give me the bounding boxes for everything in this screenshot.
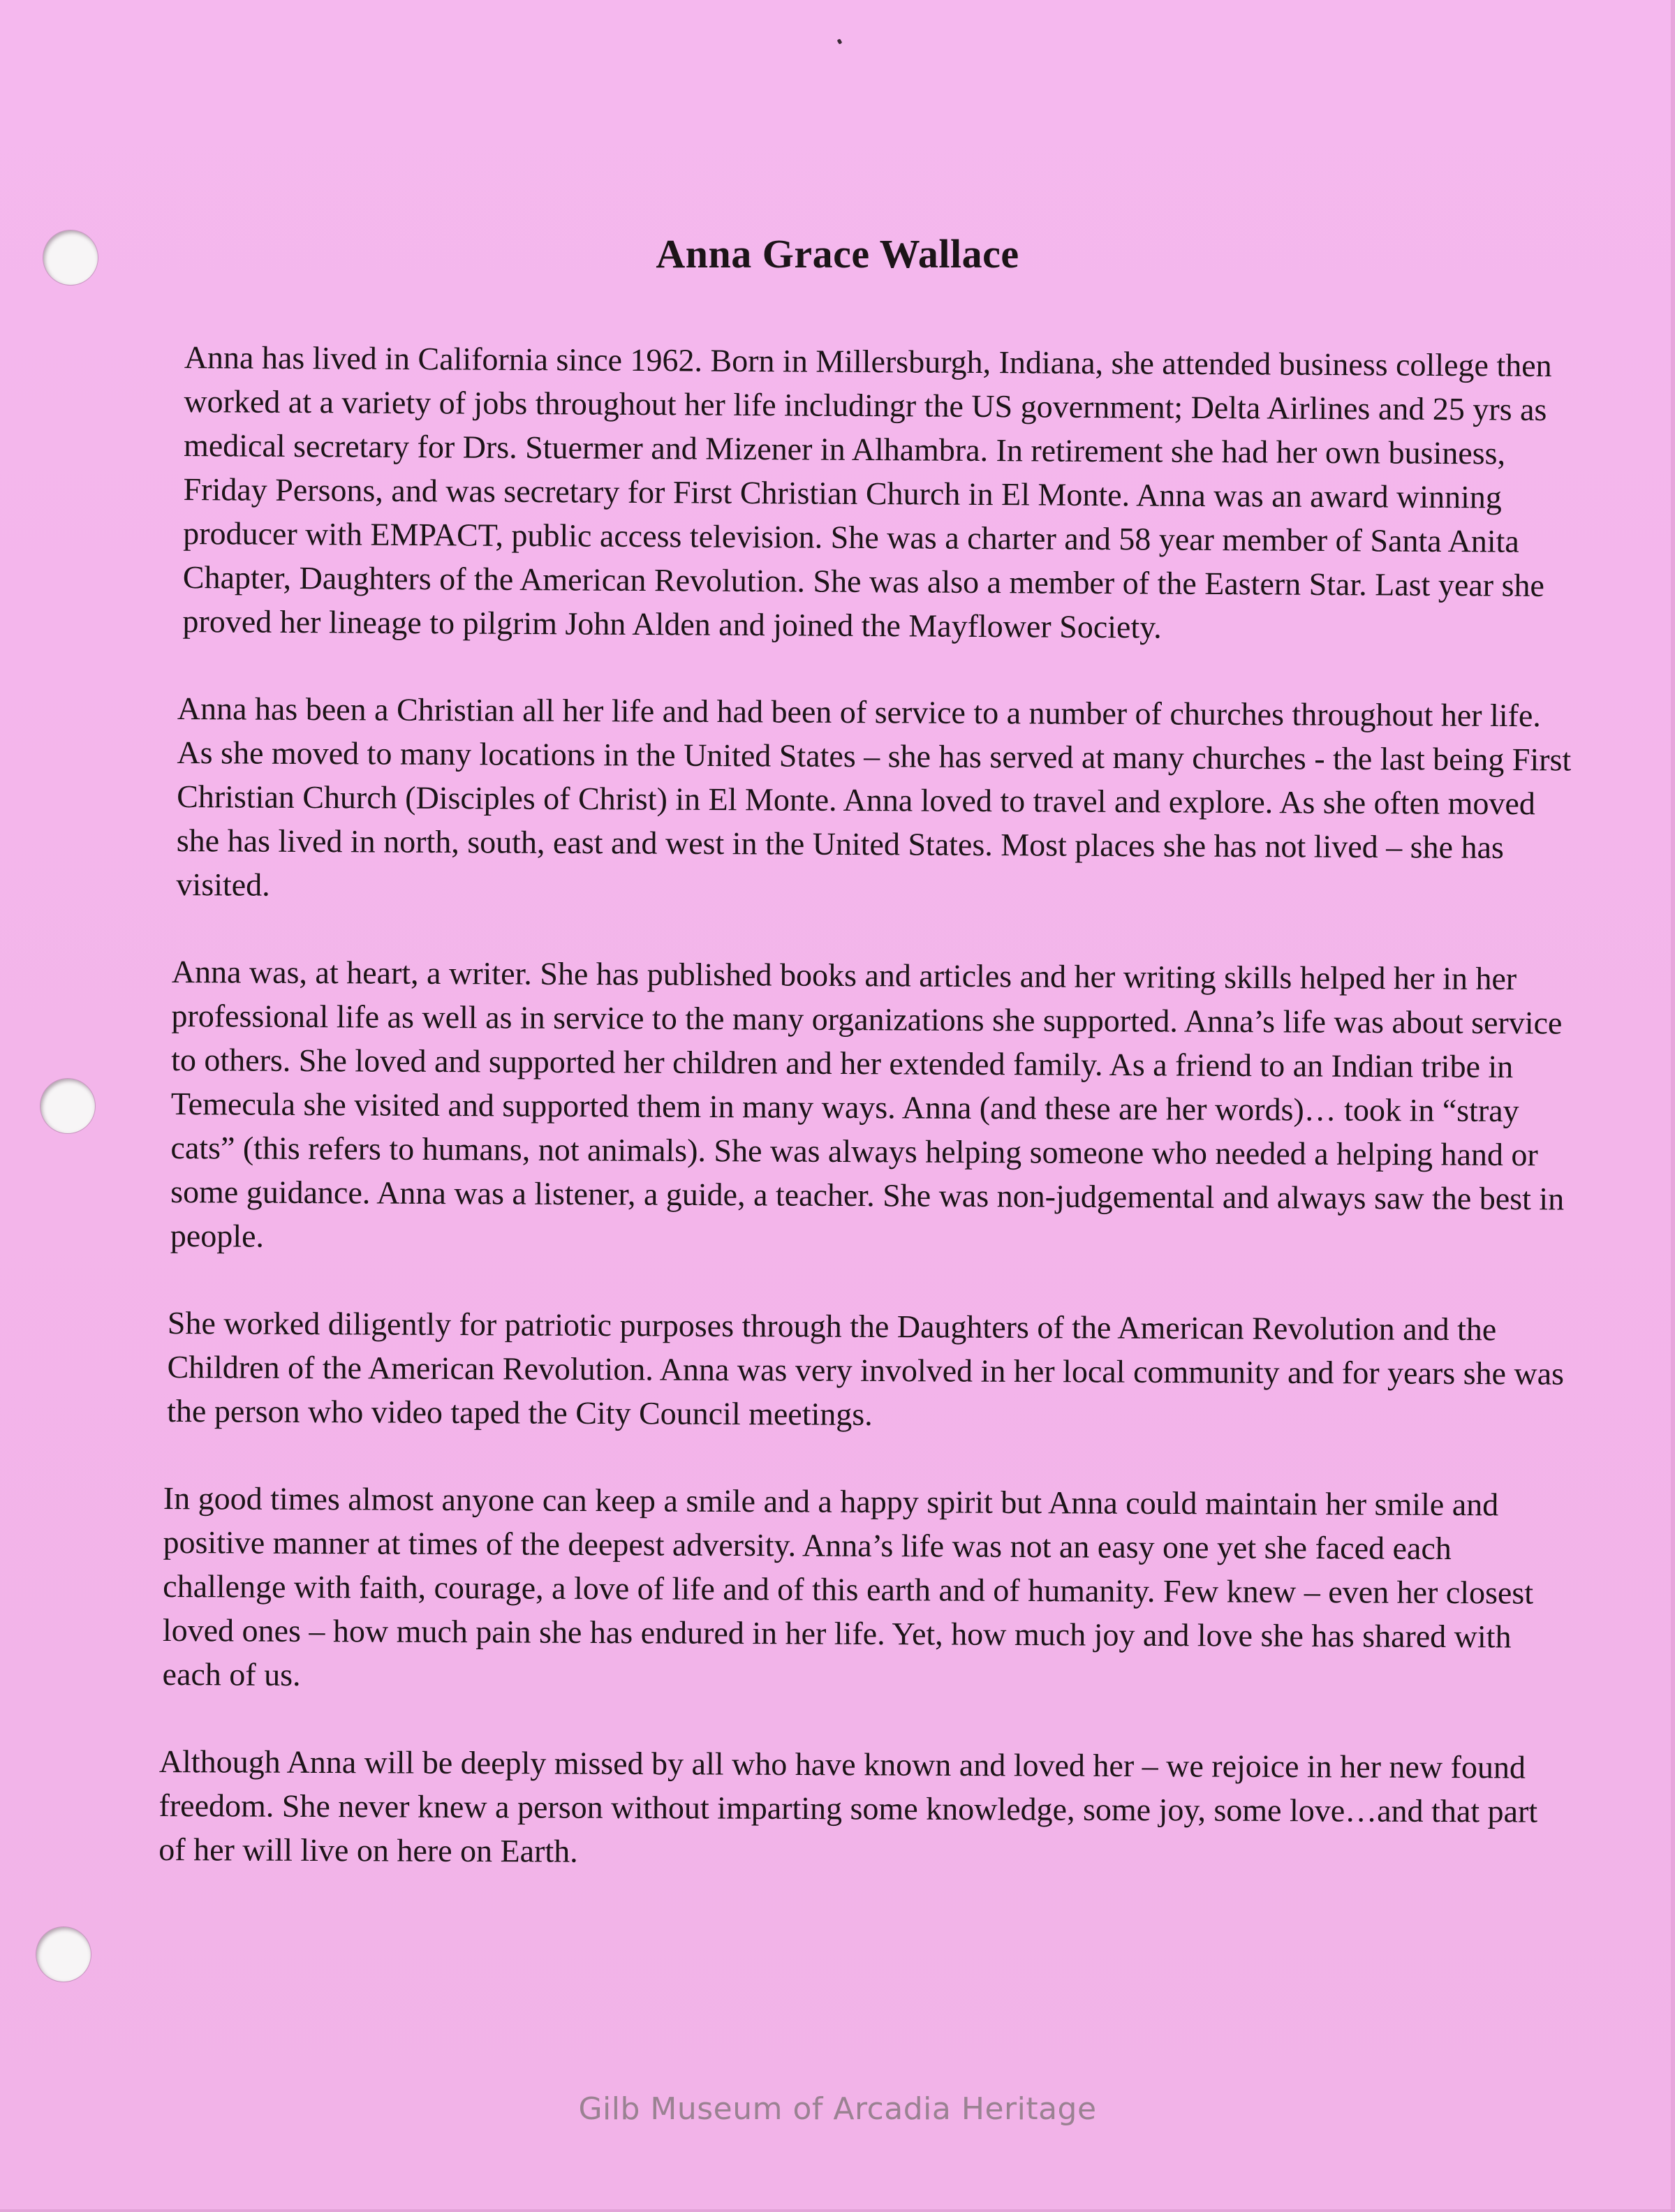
- paragraph-farewell: Although Anna will be deeply missed by all who have known and loved her – we rejoice in her new found freedom. She never knew a person without imparting some knowledge, some joy, some love…and that part of her will live on here on Earth.: [158, 1743, 1538, 1869]
- punch-hole-middle: [40, 1079, 95, 1133]
- paragraph-biography: Anna has lived in California since 1962. Born in Millersburgh, Indiana, she attended business college then worked at a variety of jobs throughout her life includingr the US government; Delta Airlines and 25 yrs as medical secretary for Drs. Stuermer and Mizener in Alhambra. In retirement she had her own business, Friday Persons, and was secretary for First Christian Church in El Monte. Anna was an award winning producer with EMPACT, public access television. She was a charter and 58 year member of Santa Anita Chapter, Daughters of the American Revolution. She was also a member of the Eastern Star. Last year she proved her lineage to pilgrim John Alden and joined the Mayflower Society.: [182, 339, 1552, 645]
- paragraph-adversity: In good times almost anyone can keep a smile and a happy spirit but Anna could maintain her smile and positive manner at times of the deepest adversity. Anna’s life was not an easy one yet she faced each challenge with faith, courage, a love of life and of this earth and of humanity. Few knew – even her closest loved ones – how much pain she has endured in her life. Yet, how much joy and love she has shared with each of us.: [162, 1480, 1534, 1693]
- paragraph-faith: Anna has been a Christian all her life and had been of service to a number of churches throughout her life. As she moved to many locations in the United States – she has served at many churches - the last being First Christian Church (Disciples of Christ) in El Monte. Anna loved to travel and explore. As she often moved she has lived in north, south, east and west in the United States. Most places she has not lived – she has visited.: [176, 690, 1572, 903]
- museum-watermark: Gilb Museum of Arcadia Heritage: [578, 2091, 1097, 2127]
- paper-edge-right: [1671, 0, 1675, 2212]
- paragraph-writer: Anna was, at heart, a writer. She has published books and articles and her writing skills helped her in her professional life as well as in service to the many organizations she supported. Anna’s life was about service to others. She loved and supported her children and her extended family. As a friend to an Indian tribe in Temecula she visited and supported them in many ways. Anna (and these are her words)… took in “stray cats” (this refers to humans, not animals). She was always helping someone who needed a helping hand or some guidance. Anna was a listener, a guide, a teacher. She was non-judgemental and always saw the best in people.: [170, 954, 1565, 1254]
- punch-hole-bottom: [36, 1927, 91, 1982]
- document-title: Anna Grace Wallace: [656, 231, 1019, 276]
- paper-edge-bottom: [0, 2209, 1675, 2212]
- paper-speck: [837, 38, 843, 45]
- document-body: [158, 335, 1572, 1915]
- paragraph-patriotic-service: She worked diligently for patriotic purposes through the Daughters of the American Revolution and the Children of the American Revolution. Anna was very involved in her local community and for years she was the person who video taped the City Council meetings.: [167, 1304, 1565, 1432]
